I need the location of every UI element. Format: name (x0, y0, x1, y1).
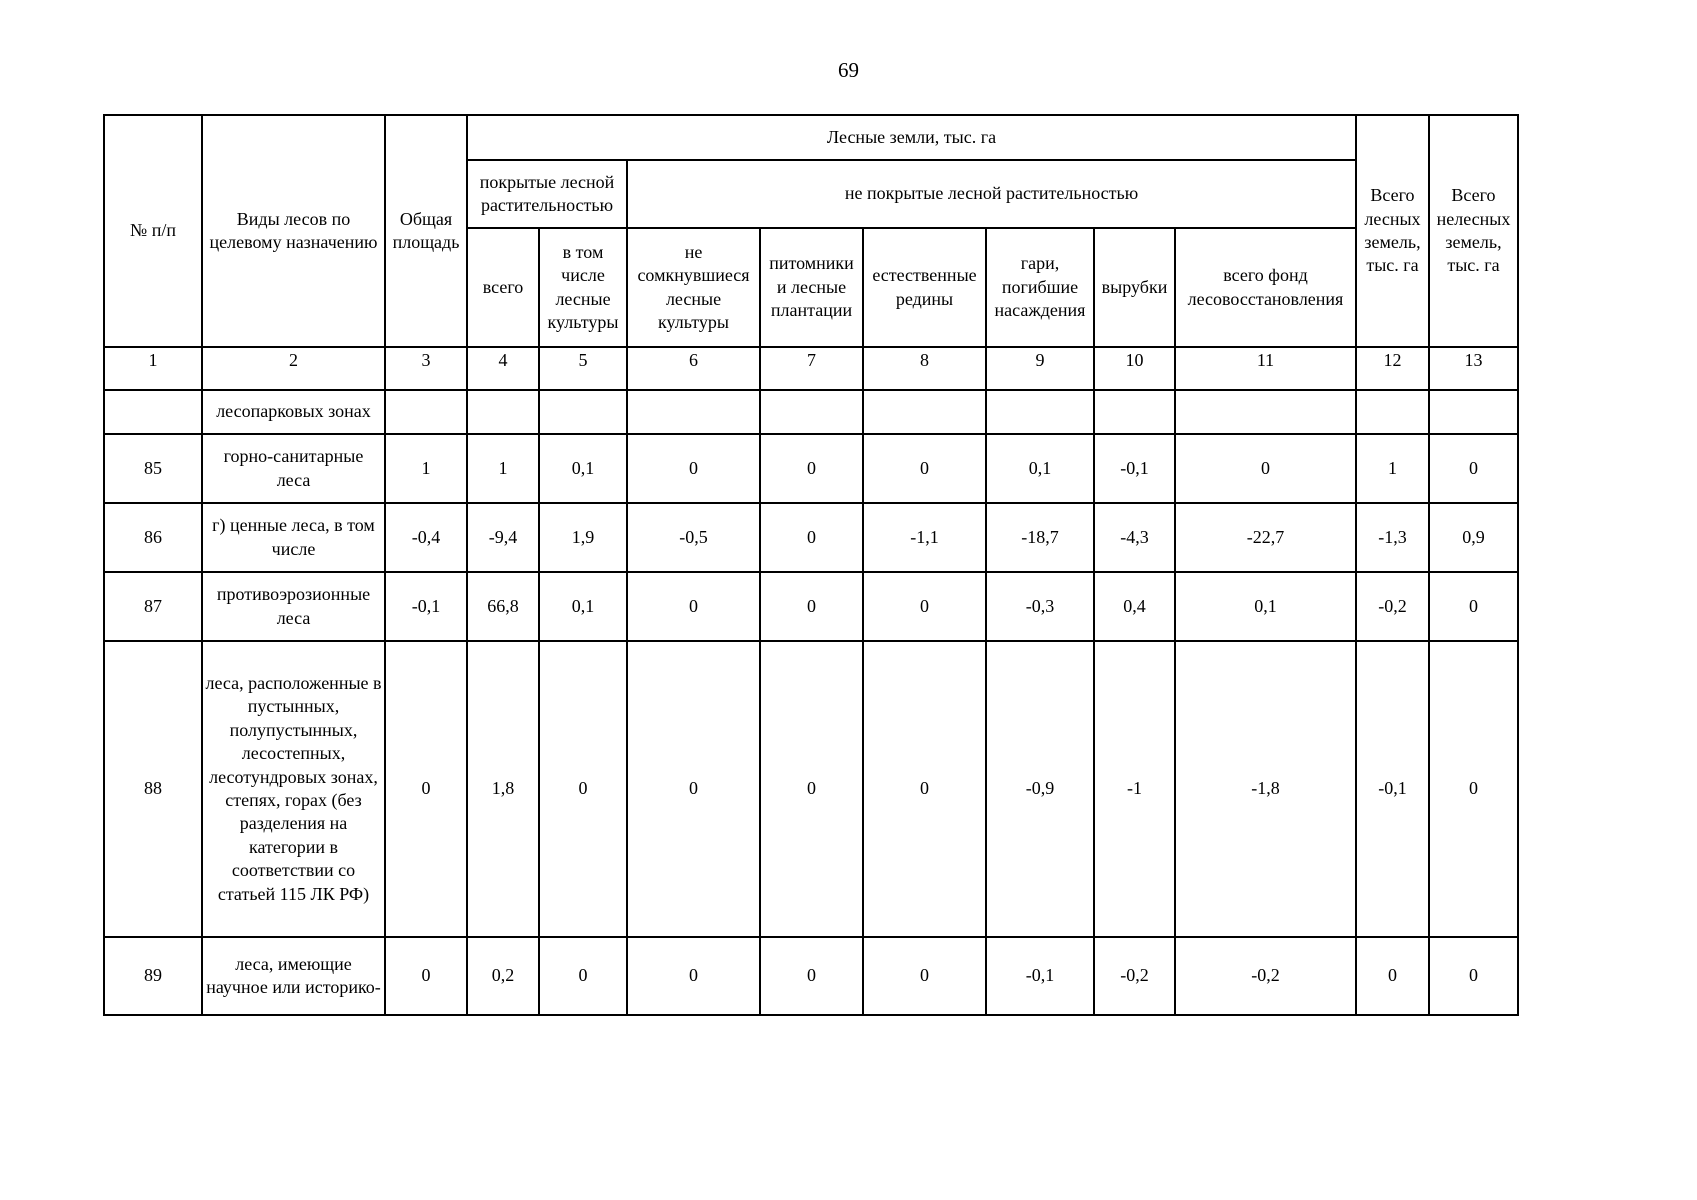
row-value: 0 (1429, 937, 1518, 1015)
row-value: -0,4 (385, 503, 467, 572)
row-value: -9,4 (467, 503, 539, 572)
row-number (104, 390, 202, 434)
header-natural-sparse: естественные редины (863, 228, 986, 347)
row-value: -22,7 (1175, 503, 1356, 572)
row-value (760, 390, 863, 434)
row-value (467, 390, 539, 434)
header-reforestation-fund: всего фонд лесовосстановления (1175, 228, 1356, 347)
header-covered-total: всего (467, 228, 539, 347)
row-value: 0 (539, 937, 627, 1015)
row-name: противоэрозионные леса (202, 572, 385, 641)
row-value: -18,7 (986, 503, 1094, 572)
row-value: -0,5 (627, 503, 760, 572)
row-number: 89 (104, 937, 202, 1015)
header-total-area: Общая площадь (385, 115, 467, 347)
row-value: 0,1 (986, 434, 1094, 503)
table-row (104, 434, 1518, 503)
row-value: 0 (627, 937, 760, 1015)
column-number: 3 (385, 347, 467, 390)
row-value: -1,8 (1175, 641, 1356, 937)
row-value: 0 (863, 572, 986, 641)
column-number: 1 (104, 347, 202, 390)
row-value: 1,8 (467, 641, 539, 937)
header-total-nonforest: Всего нелесных земель, тыс. га (1429, 115, 1518, 347)
row-value: -0,2 (1094, 937, 1175, 1015)
row-value: 0 (385, 937, 467, 1015)
header-not-covered: не покрытые лесной растительностью (627, 160, 1356, 228)
row-value (1356, 390, 1429, 434)
row-value: -0,2 (1356, 572, 1429, 641)
table-row (104, 572, 1518, 641)
row-value (1094, 390, 1175, 434)
row-value (863, 390, 986, 434)
row-value: -1,1 (863, 503, 986, 572)
row-number: 86 (104, 503, 202, 572)
row-value: 0 (863, 434, 986, 503)
header-nurseries: питомники и лесные плантации (760, 228, 863, 347)
row-name: лесопарковых зонах (202, 390, 385, 434)
row-value: 0 (760, 641, 863, 937)
row-name: леса, имеющие научное или историко- (202, 937, 385, 1015)
table-body (104, 347, 1518, 1015)
row-value (1175, 390, 1356, 434)
header-unclosed-cultures: не сомкнувшиеся лесные культуры (627, 228, 760, 347)
row-value: 0 (385, 641, 467, 937)
header-forest-lands: Лесные земли, тыс. га (467, 115, 1356, 160)
column-number: 9 (986, 347, 1094, 390)
column-number: 7 (760, 347, 863, 390)
column-number: 11 (1175, 347, 1356, 390)
header-total-forest: Всего лесных земель, тыс. га (1356, 115, 1429, 347)
table-row (104, 641, 1518, 937)
row-value: 0 (760, 434, 863, 503)
column-number: 12 (1356, 347, 1429, 390)
header-burned: гари, погибшие насаждения (986, 228, 1094, 347)
row-value: 0,9 (1429, 503, 1518, 572)
row-value (385, 390, 467, 434)
row-value: 0 (1429, 641, 1518, 937)
row-value: 0 (760, 937, 863, 1015)
column-number: 4 (467, 347, 539, 390)
header-covered-cultures: в том числе лесные культуры (539, 228, 627, 347)
row-value: -0,2 (1175, 937, 1356, 1015)
row-value (1429, 390, 1518, 434)
column-number: 10 (1094, 347, 1175, 390)
row-value: 0,1 (1175, 572, 1356, 641)
row-number: 87 (104, 572, 202, 641)
row-value: 0 (627, 434, 760, 503)
table-row (104, 937, 1518, 1015)
row-value: 1 (1356, 434, 1429, 503)
row-value: -4,3 (1094, 503, 1175, 572)
row-value: 1 (467, 434, 539, 503)
row-value: -0,9 (986, 641, 1094, 937)
row-value: -1,3 (1356, 503, 1429, 572)
row-name: леса, расположенные в пустынных, полупустынных, лесостепных, лесотундровых зонах, степях, горах (без разделения на категории в соответствии со статьей 115 ЛК РФ) (202, 641, 385, 937)
header-forest-type: Виды лесов по целевому назначению (202, 115, 385, 347)
row-value: 0 (1429, 572, 1518, 641)
column-number: 13 (1429, 347, 1518, 390)
row-value: -0,1 (1356, 641, 1429, 937)
row-value: 1 (385, 434, 467, 503)
row-value: 0,2 (467, 937, 539, 1015)
column-number: 2 (202, 347, 385, 390)
row-value: 0 (760, 503, 863, 572)
row-value: 0,1 (539, 434, 627, 503)
row-value (986, 390, 1094, 434)
column-number: 8 (863, 347, 986, 390)
table-row (104, 503, 1518, 572)
row-value: 0 (627, 641, 760, 937)
row-number: 88 (104, 641, 202, 937)
row-value (627, 390, 760, 434)
row-value: 1,9 (539, 503, 627, 572)
header-covered: покрытые лесной растительностью (467, 160, 627, 228)
row-value: 0 (760, 572, 863, 641)
row-value (539, 390, 627, 434)
column-number: 5 (539, 347, 627, 390)
page-number: 69 (838, 58, 859, 82)
row-value: 0,1 (539, 572, 627, 641)
row-name: г) ценные леса, в том числе (202, 503, 385, 572)
row-number: 85 (104, 434, 202, 503)
row-value: 0 (627, 572, 760, 641)
row-value: -1 (1094, 641, 1175, 937)
row-value: -0,3 (986, 572, 1094, 641)
table-row (104, 390, 1518, 434)
row-value: -0,1 (986, 937, 1094, 1015)
header-cuttings: вырубки (1094, 228, 1175, 347)
row-value: 0 (1429, 434, 1518, 503)
forest-lands-table (103, 114, 1519, 1016)
column-number-row (104, 347, 1518, 390)
row-value: 66,8 (467, 572, 539, 641)
header-num: № п/п (104, 115, 202, 347)
row-value: 0 (1356, 937, 1429, 1015)
column-number: 6 (627, 347, 760, 390)
row-value: 0 (863, 641, 986, 937)
row-value: 0 (1175, 434, 1356, 503)
table-header (104, 115, 1518, 347)
row-value: 0 (863, 937, 986, 1015)
row-value: -0,1 (1094, 434, 1175, 503)
row-value: 0 (539, 641, 627, 937)
row-value: 0,4 (1094, 572, 1175, 641)
row-value: -0,1 (385, 572, 467, 641)
row-name: горно-санитарные леса (202, 434, 385, 503)
